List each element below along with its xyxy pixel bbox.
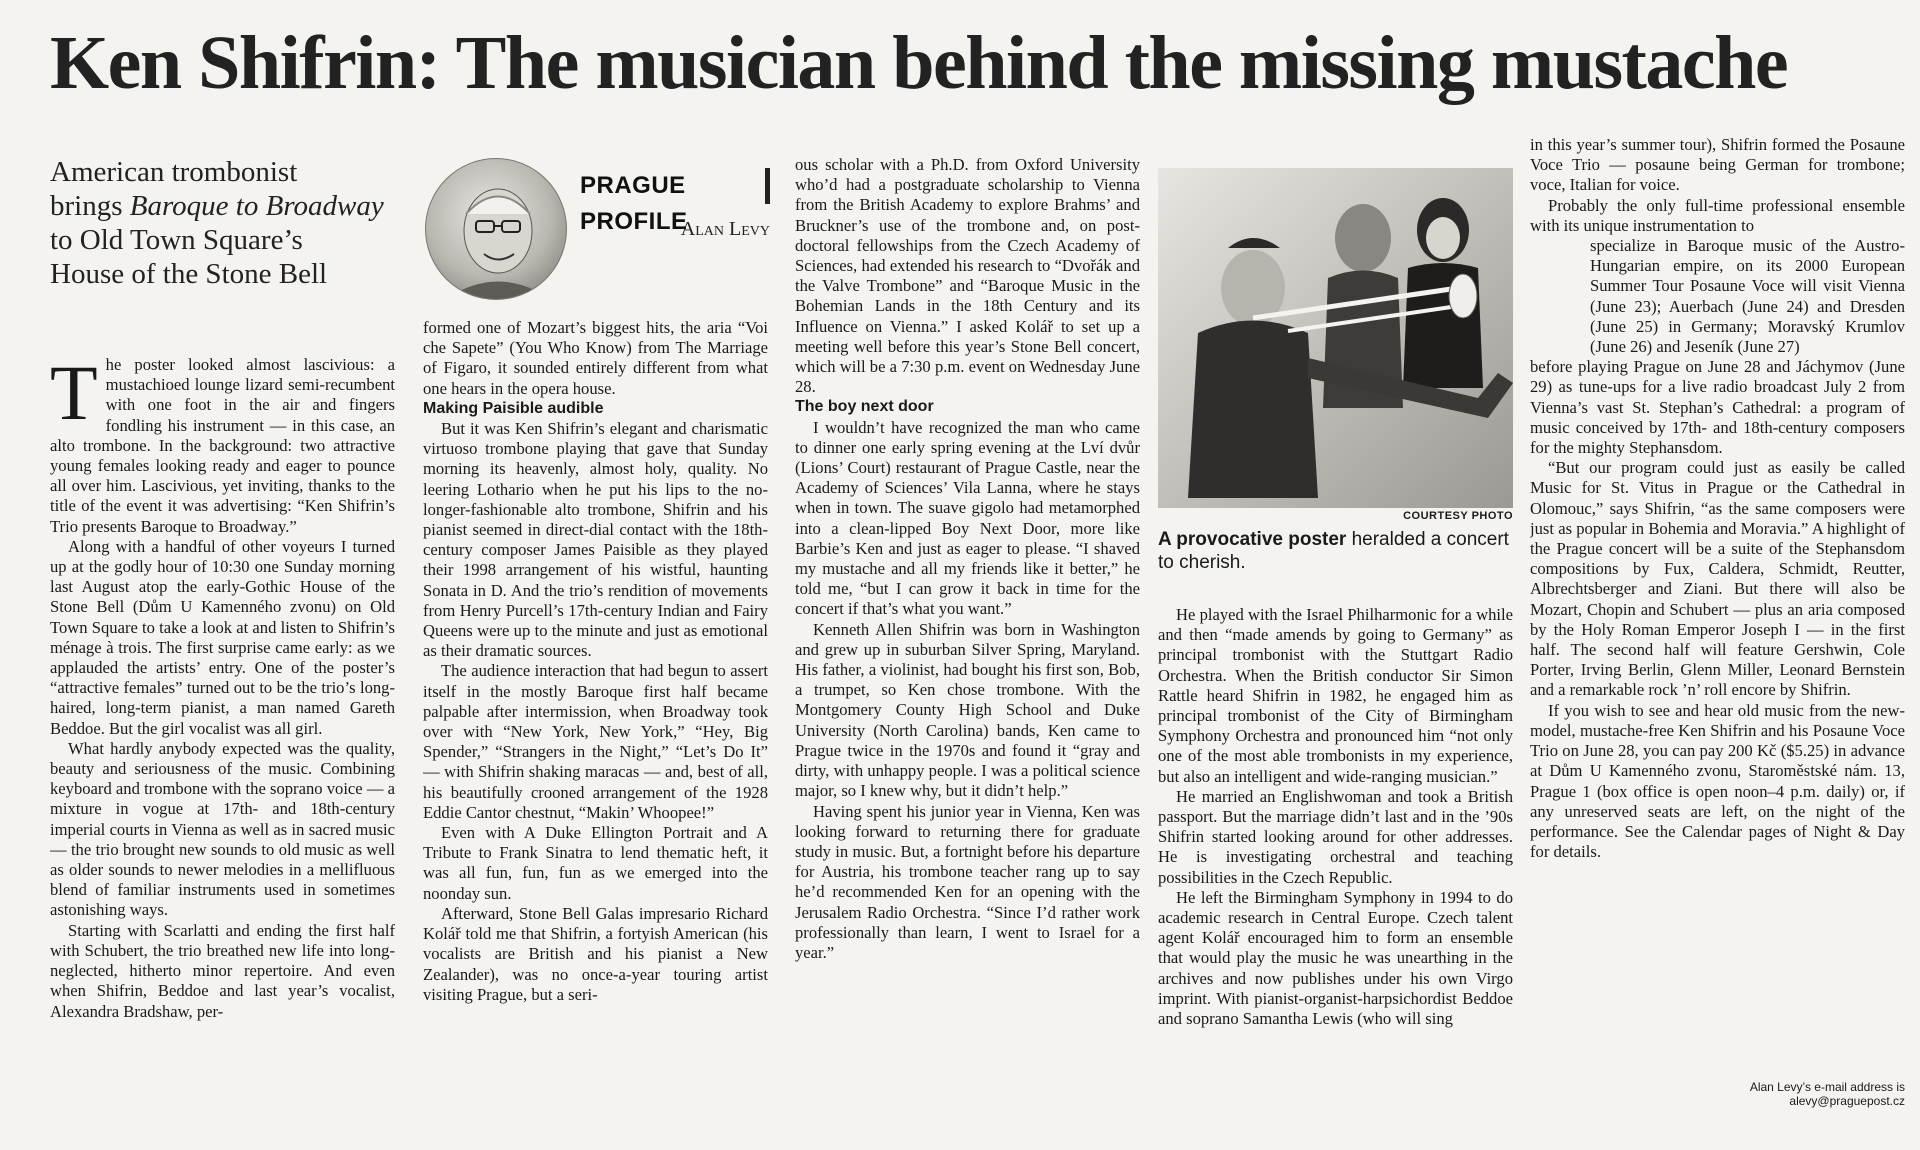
col3-paragraph-1: ous scholar with a Ph.D. from Oxford University who’d had a postgraduate scholarship to Vienna from the British Academy to explore Brahms’ and Bruckner’s use of the trombone and, on post-doctoral fellowships from the Czech Academy of Sciences, had extended his research to “Dvořák and the Valve Trombone” and “Baroque Music in the Bohemian Lands in the 18th Century and its Influence on Vienna.” I asked Kolář to set up a meeting well before this year’s Stone Bell concert, which will be a 7:30 p.m. event on Wednesday June 28. [795, 155, 1140, 397]
subhead-line-1: American trombonist [50, 156, 298, 188]
concert-poster-drawing [1158, 168, 1513, 508]
author-portrait-drawing [426, 159, 566, 299]
col1-paragraph-3: What hardly anybody expected was the quality, beauty and seriousness of the music. Combining keyboard and trombone with the soprano voice — a mixture in vogue at 17th- and 18th-century imperial courts in Vienna as well as in sacred music — the trio brought new sounds to old music as well as older sounds to newer melodies in a mellifluous blend of familiar instruments used in sometimes astonishing ways. [50, 738, 395, 920]
photo-credit: COURTESY PHOTO [1403, 510, 1513, 522]
subhead-line-2 [50, 189, 400, 223]
subhead-show-title: Baroque to Broadway [129, 190, 384, 222]
dropcap: T [50, 355, 98, 436]
section-head-making-paisible: Making Paisible audible [423, 399, 604, 417]
col4-paragraph-1: He played with the Israel Philharmonic for a while and then “made amends by going to Germany” as principal trombonist with the Stuttgart Radio Orchestra. When the British conductor Sir Simon Rattle heard Shifrin in 1982, he engaged him as principal trombonist of the City of Birmingham Symphony Orchestra and pronounced him “not only one of the most able trombonists in my experience, but also an intelligent and wide-ranging musician.” [1158, 605, 1513, 786]
author-email-note [1660, 1080, 1905, 1108]
author-portrait [425, 158, 567, 300]
col2-paragraph-4: Even with A Duke Ellington Portrait and A Tribute to Frank Sinatra to lend thematic heft, it was all fun, fun, fun as we emerged into the noonday sun. [423, 823, 768, 903]
col5-paragraph-3: “But our program could just as easily be called Music for St. Vitus in Prague or the Cathedral in Olomouc,” says Shifrin, “as the same composers were just as popular in Bohemia and Moravia.” A highlight of the Prague concert will be a suite of the Stephansdom compositions by Fux, Caldera, Schmidt, Reutter, Albrechtsberger and Ziani. But there will also be Mozart, Chopin and Schubert — plus an aria composed by the Holy Roman Emperor Joseph I — in the first half. The second half will feature Gershwin, Cole Porter, Irving Berlin, Glenn Miller, Leonard Bernstein and a remarkable rock ’n’ roll encore by Shifrin. [1530, 458, 1905, 700]
section-head-boy-next-door: The boy next door [795, 398, 934, 416]
col1-paragraph-2: Along with a handful of other voyeurs I turned up at the godly hour of 10:30 one Sunday morning last August atop the early-Gothic House of the Stone Bell (Dům U Kamenného zvonu) on Old Town Square to take a look at and listen to Shifrin’s ménage à trois. The first surprise came early: as we applauded the artists’ entry. One of the poster’s “attractive females” turned out to be the trio’s long-haired, long-term pianist, a man named Gareth Beddoe. But the girl vocalist was all girl. [50, 536, 395, 738]
col5-paragraph-2a: Probably the only full-time professional ensemble with its unique instrumentation to [1530, 195, 1905, 235]
col2-paragraph-3: The audience interaction that had begun to assert itself in the mostly Baroque first half became palpable after intermission, when Broadway took over with “New York, New York,” “Hey, Big Spender,” “Strangers in the Night,” “Let’s Do It” — with Shifrin shaking maracas — and, best of all, his beautifully crooned arrangement of the 1928 Eddie Cantor chestnut, “Makin’ Whoopee!” [423, 661, 768, 822]
column-2 [423, 318, 768, 1078]
column-5 [1530, 135, 1905, 1070]
col1-paragraph-1 [50, 355, 395, 537]
col2-paragraph-5: Afterward, Stone Bell Galas impresario Richard Kolář told me that Shifrin, a fortyish American (his vocalists are British and his pianist a New Zealander), was no once-a-year touring artist visiting Prague, but a seri- [423, 903, 768, 1004]
col3-paragraph-3: Kenneth Allen Shifrin was born in Washington and grew up in suburban Silver Spring, Maryland. His father, a violinist, had bought his first son, Bob, a trumpet, so Ken chose trombone. With the Montgomery County High School and Duke University (North Carolina) bands, Ken came to Prague twice in the 1970s and found it “gray and dirty, with unhappy people. I was a political science major, so I knew why, but it didn’t help.” [795, 619, 1140, 801]
col1-p1-text: he poster looked almost lascivious: a mustachioed lounge lizard semi-recumbent with one foot in the air and fingers fondling his instrument — in this case, an alto trombone. In the background: two attractive young females looking ready and eager to pounce all over him. Lascivious, yet inviting, thanks to the title of the event it was advertising: “Ken Shifrin’s Trio presents Baroque to Broadway.” [50, 355, 395, 536]
subhead-line-2a: brings [50, 190, 130, 222]
caption-lead: A provocative poster [1158, 529, 1347, 550]
column-3 [795, 155, 1140, 1080]
col2-paragraph-2: But it was Ken Shifrin’s elegant and charismatic virtuoso trombone playing that gave that Sunday morning its heavenly, almost holy, quality. No leering Lothario when he put his lips to the no-longer-fashionable alto trombone, Shifrin and his pianist seemed in direct-dial contact with the 18th-century composer James Paisible as they played their 1998 arrangement of his wistful, haunting Sonata in D. And the trio’s rendition of movements from Henry Purcell’s 17th-century Indian and Fairy Queens were up to the minute and just as emotional as their dramatic sources. [423, 419, 768, 661]
col5-paragraph-2c: before playing Prague on June 28 and Jáchymov (June 29) as tune-ups for a live radio broadcast July 2 from Vienna’s vast St. Stephan’s Cathedral: a program of music conceived by 17th- and 18th-century composers for the mighty Stephansdom. [1530, 357, 1905, 458]
col5-paragraph-2b: specialize in Baroque music of the Austro-Hungarian empire, on its 2000 European Summer Tour Posaune Voce will visit Vienna (June 23); Auerbach (June 24) and Dresden (June 25) in Germany; Moravský Krumlov (June 26) and Jeseník (June 27) [1590, 236, 1905, 357]
byline: Alan Levy [680, 218, 770, 240]
col1-paragraph-4: Starting with Scarlatti and ending the first half with Schubert, the trio breathed new life into long-neglected, hitherto minor repertoire. And even when Shifrin, Beddoe and last year’s vocalist, Alexandra Bradshaw, per- [50, 920, 395, 1021]
col5-paragraph-1: in this year’s summer tour), Shifrin formed the Posaune Voce Trio — posaune being German for trombone; voce, Italian for voice. [1530, 135, 1905, 195]
col3-paragraph-2: I wouldn’t have recognized the man who came to dinner one early spring evening at the Lví dvůr (Lions’ Court) restaurant of Prague Castle, near the Academy of Sciences’ Vila Lanna, where he stays when in town. The suave gigolo had metamorphed into a clean-lipped Boy Next Door, more like Barbie’s Ken and just as eager to please. “I shaved my mustache and all my friends like it better,” he told me, “but I can grow it back in time for the concert if that’s what you want.” [795, 417, 1140, 619]
subhead-line-3: to Old Town Square’s [50, 224, 303, 256]
col4-paragraph-3: He left the Birmingham Symphony in 1994 to do academic research in Central Europe. Czech talent agent Kolář encouraged him to form an ensemble that would play the music he was unearthing in the archives and now publishes under his own Virgo imprint. With pianist-organist-harpsichordist Beddoe and soprano Samantha Lewis (who will sing [1158, 887, 1513, 1029]
column-4 [1158, 605, 1513, 1080]
caption-rest: heralded a concert to cherish. [1158, 529, 1509, 573]
subhead-line-4: House of the Stone Bell [50, 258, 328, 290]
author-email: alevy@praguepost.cz [1789, 1094, 1905, 1108]
headline: Ken Shifrin: The musician behind the missing mustache [50, 21, 1788, 105]
prague-profile-tag: PRAGUE PROFILE [580, 168, 770, 204]
col5-paragraph-4: If you wish to see and hear old music from the new-model, mustache-free Ken Shifrin and his Posaune Voce Trio on June 28, you can pay 200 Kč ($5.25) in advance at Dům U Kamenného zvonu, Staroměstské nám. 13, Prague 1 (box office is open noon–4 p.m. daily) or, if any unreserved seats are left, on the night of the performance. See the Calendar pages of Night & Day for details. [1530, 700, 1905, 862]
col4-paragraph-2: He married an Englishwoman and took a British passport. But the marriage didn’t last and in the ’90s Shifrin started looking around for other addresses. He is investigating orchestral and teaching possibilities in the Czech Republic. [1158, 786, 1513, 887]
photo-caption [1158, 528, 1513, 574]
concert-poster-photo [1158, 168, 1513, 508]
col3-paragraph-4: Having spent his junior year in Vienna, Ken was looking forward to returning there for graduate study in music. But, a fortnight before his departure for Austria, his trombone teacher rang up to say he’d recommended Ken for an opening with the Jerusalem Radio Orchestra. “Since I’d rather work professionally than learn, I went to Israel for a year.” [795, 801, 1140, 962]
col2-paragraph-1: formed one of Mozart’s biggest hits, the aria “Voi che Sapete” (You Who Know) from The Marriage of Figaro, it sounded entirely different from what one hears in the opera house. [423, 318, 768, 398]
column-1 [50, 355, 395, 1075]
email-note-line-1: Alan Levy’s e-mail address is [1749, 1080, 1905, 1094]
subhead [50, 155, 400, 291]
